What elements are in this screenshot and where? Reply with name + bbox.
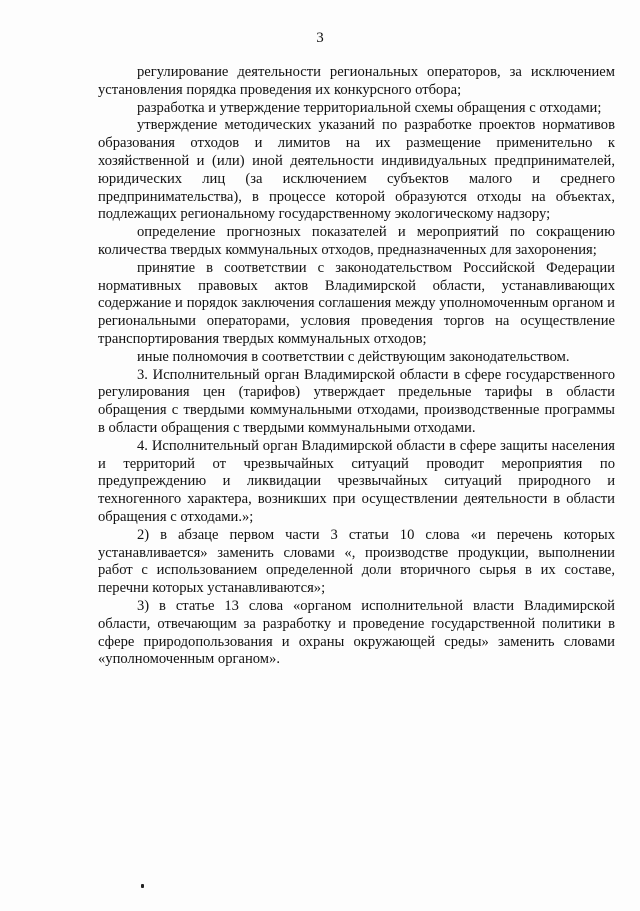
paragraph-legal-acts: принятие в соответствии с законодательством Российской Федерации нормативных правовых актов Владимирской области, устанавливающих содержание и порядок заключения соглашения между уполномоченным органом и региональными операторами, условия проведения торгов на осуществление транспортирования твердых коммунальных отходов; (98, 259, 615, 347)
paragraph-item-4-emergencies: 4. Исполнительный орган Владимирской области в сфере защиты населения и территорий от чрезвычайных ситуаций проводит мероприятия по предупреждению и ликвидации чрезвычайных ситуаций природного и техногенного характера, возникших при осуществлении деятельности в области обращения с отходами.»; (98, 437, 615, 525)
document-body (98, 64, 615, 669)
paragraph-territorial-scheme: разработка и утверждение территориальной схемы обращения с отходами; (137, 99, 602, 116)
paragraph-regulation-operators: регулирование деятельности региональных операторов, за исключением установления порядка проведения их конкурсного отбора; (98, 64, 615, 98)
scan-speck (141, 884, 144, 888)
paragraph-item-3-tariffs: 3. Исполнительный орган Владимирской области в сфере государственного регулирования цен (тарифов) утверждает предельные тарифы в области обращения с твердыми коммунальными отходами, производственные программы в области обращения с твердыми коммунальными отходами. (98, 366, 615, 436)
paragraph-methodical-guidelines: утверждение методических указаний по разработке проектов нормативов образования отходов и лимитов на их размещение применительно к хозяйственной и (или) иной деятельности индивидуальных предпринимателей, юридических лиц (за исключением субъектов малого и среднего предпринимательства), в процессе которой образуются отходы на объектах, подлежащих региональному государственному экологическому надзору; (98, 117, 615, 223)
page-number: 3 (316, 30, 324, 46)
paragraph-amendment-2: 2) в абзаце первом части 3 статьи 10 слова «и перечень которых устанавливается» заменить словами «, производстве продукции, выполнении работ с использованием определенной доли вторичного сырья в их составе, перечни которых устанавливаются»; (98, 526, 615, 597)
paragraph-forecast-indicators: определение прогнозных показателей и мероприятий по сокращению количества твердых коммунальных отходов, предназначенных для захоронения; (98, 224, 615, 258)
paragraph-other-powers: иные полномочия в соответствии с действующим законодательством. (137, 348, 570, 365)
paragraph-amendment-3: 3) в статье 13 слова «органом исполнительной власти Владимирской области, отвечающим за разработку и проведение государственной политики в сфере природопользования и охраны окружающей среды» заменить словами «уполномоченным органом». (98, 597, 615, 668)
